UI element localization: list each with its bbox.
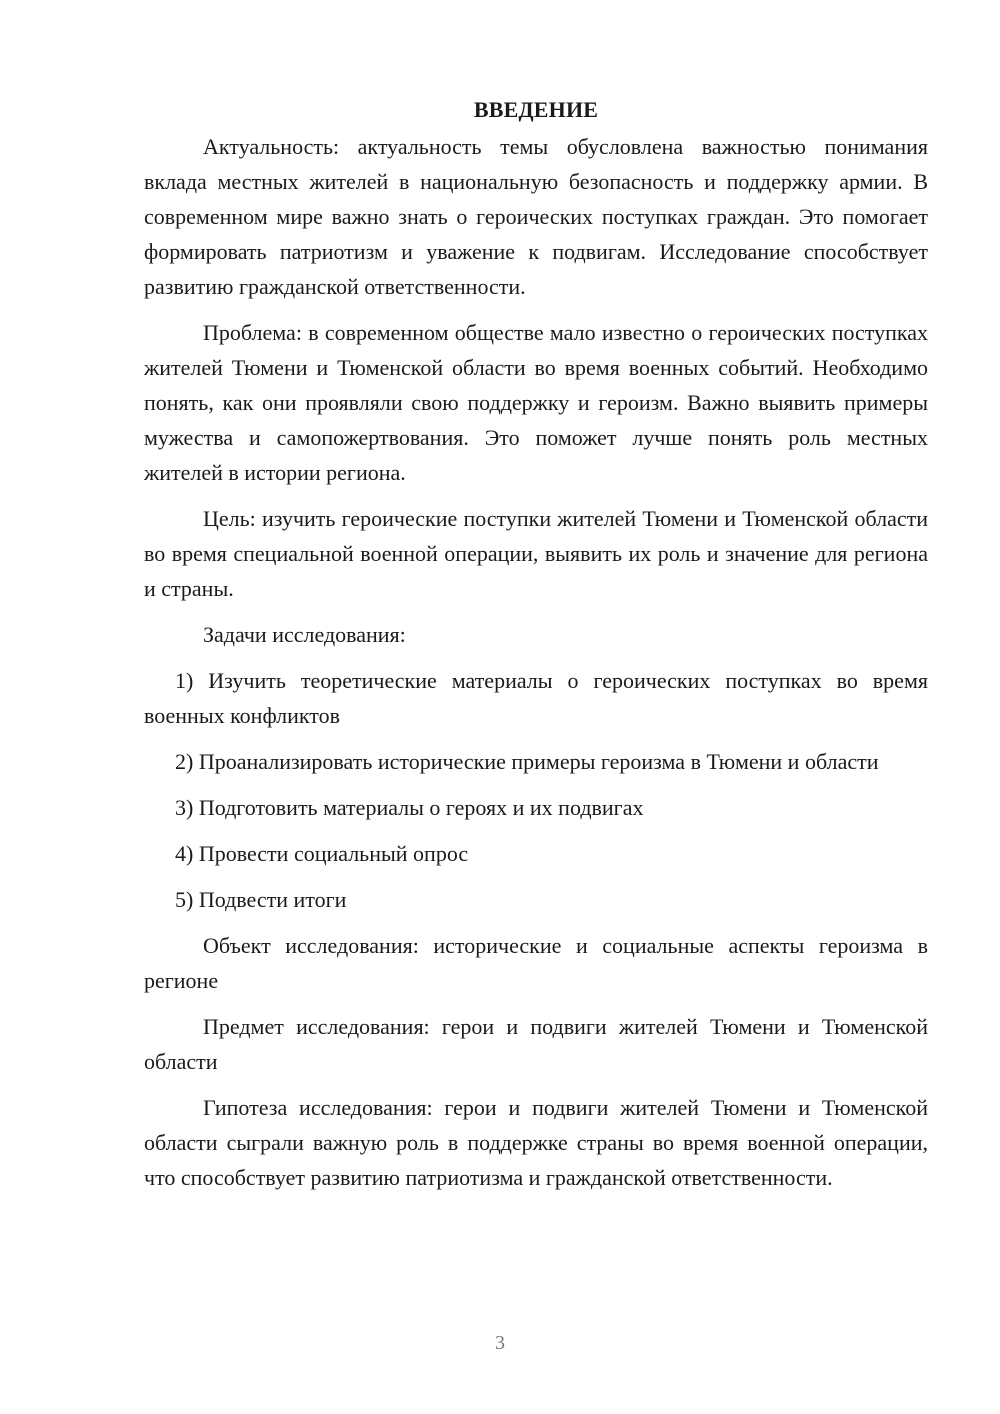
task-item-3: 3) Подготовить материалы о героях и их подвигах (175, 795, 644, 820)
document-page (144, 92, 928, 1206)
page-title: ВВЕДЕНИЕ (473, 97, 599, 122)
task-item-1: 1) Изучить теоретические материалы о героических поступках во время военных конфликтов (144, 668, 928, 728)
problem-paragraph: Проблема: в современном обществе мало известно о героических поступках жителей Тюмени и Тюменской области во время военных событий. Необходимо понять, как они проявляли свою поддержку и героизм. Важно выявить примеры мужества и самопожертвования. Это поможет лучше понять роль местных жителей в истории региона. (144, 320, 928, 485)
object-paragraph: Объект исследования: исторические и социальные аспекты героизма в регионе (144, 933, 928, 993)
relevance-paragraph: Актуальность: актуальность темы обусловлена важностью понимания вклада местных жителей в национальную безопасность и поддержку армии. В современном мире важно знать о героических поступках граждан. Это помогает формировать патриотизм и уважение к подвигам. Исследование способствует развитию гражданской ответственности. (144, 134, 928, 299)
task-item-2: 2) Проанализировать исторические примеры героизма в Тюмени и области (175, 749, 879, 774)
task-item-4: 4) Провести социальный опрос (175, 841, 469, 866)
subject-paragraph: Предмет исследования: герои и подвиги жителей Тюмени и Тюменской области (144, 1014, 928, 1074)
task-item-5: 5) Подвести итоги (175, 887, 347, 912)
page-number: 3 (495, 1332, 505, 1354)
tasks-heading: Задачи исследования: (203, 622, 406, 647)
hypothesis-paragraph: Гипотеза исследования: герои и подвиги жителей Тюмени и Тюменской области сыграли важную роль в поддержке страны во время военной операции, что способствует развитию патриотизма и гражданской ответственности. (144, 1095, 928, 1190)
goal-paragraph: Цель: изучить героические поступки жителей Тюмени и Тюменской области во время специальной военной операции, выявить их роль и значение для региона и страны. (144, 506, 928, 601)
